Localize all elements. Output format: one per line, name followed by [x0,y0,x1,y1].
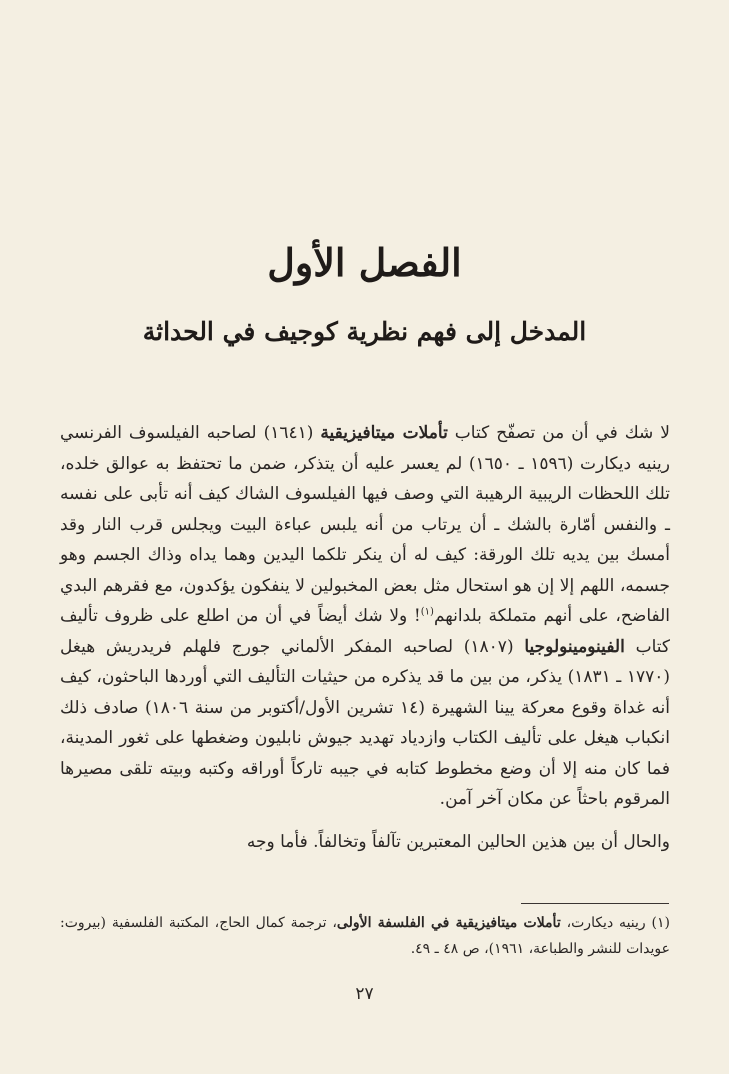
paragraph-1-text-c: (١٦٤١) لصاحبه الفيلسوف الفرنسي رينيه ديكارت (١٥٩٦ ـ ١٦٥٠) لم يعسر عليه أن يتذكر، ضمن ما تحتفظ به عوالق خلده، تلك اللحظات الريبية الرهيبة التي وصف فيها الفيلسوف الشاك كيف أنه تأبى على نفسه ـ والنفس أمّارة بالشك ـ أن يرتاب من أنه يلبس عباءة البيت ويجلس قرب النار وقد أمسك بين يديه تلك الورقة: كيف له أن ينكر تلكما اليدين وهما يداه وذاك الجسم وهو جسمه، اللهم إلا إن هو استحال مثل بعض المخبولين لا ينفكون يؤكدون، مع فقرهم البدي الفاضح، على أنهم متملكة بلدانهم [60,423,670,626]
page-number: ٢٧ [355,984,374,1004]
footnote-text-a: (١) رينيه ديكارت، [560,915,671,931]
footnote-marker[interactable]: (١) [420,606,434,618]
paragraph-1-text-d: ! ولا شك أيضاً في أن من اطلع على ظروف تأليف كتاب [60,606,670,657]
book-title-phenomenology: الفينومينولوجيا [524,636,625,657]
chapter-title: الفصل الأول [267,240,462,285]
footnote-divider [521,903,669,904]
chapter-subtitle: المدخل إلى فهم نظرية كوجيف في الحداثة [142,317,587,346]
paragraph-1-text-f: (١٨٠٧) لصاحبه المفكر الألماني جورج فلهلم فريدريش هيغل (١٧٧٠ ـ ١٨٣١) يذكر، من بين ما قد يذكره من حيثيات التأليف التي أوردها الباحثون، كيف أنه غداة وقوع معركة يينا الشهيرة (١٤ تشرين الأول/أكتوبر من سنة ١٨٠٦) صادف ذلك انكباب هيغل على تأليف الكتاب وازدياد تهديد جيوش نابليون وضغطها على ثغور المدينة، فما كان منه إلا أن وضع مخطوط كتابه في جيبه تاركاً أوراقه وكتبه وبيته تلقى مصيرها المرقوم باحثاً عن مكان آخر آمن. [60,636,670,809]
paragraph-2: والحال أن بين هذين الحالين المعتبرين تآلفاً وتخالفاً. فأما وجه [246,831,670,852]
footnote [60,910,670,962]
footnote-book-title: تأملات ميتافيزيقية في الفلسفة الأولى [336,915,561,931]
footnote-text-c: ، ترجمة كمال الحاج، المكتبة الفلسفية (بيروت: عويدات للنشر والطباعة، ١٩٦١)، ص ٤٨ ـ ٤٩. [60,915,670,957]
book-title-meditations: تأملات ميتافيزيقية [320,423,448,443]
paragraph-1 [60,418,670,815]
body-text [60,418,670,857]
paragraph-1-text-a: لا شك في أن من تصفّح كتاب [447,423,670,443]
